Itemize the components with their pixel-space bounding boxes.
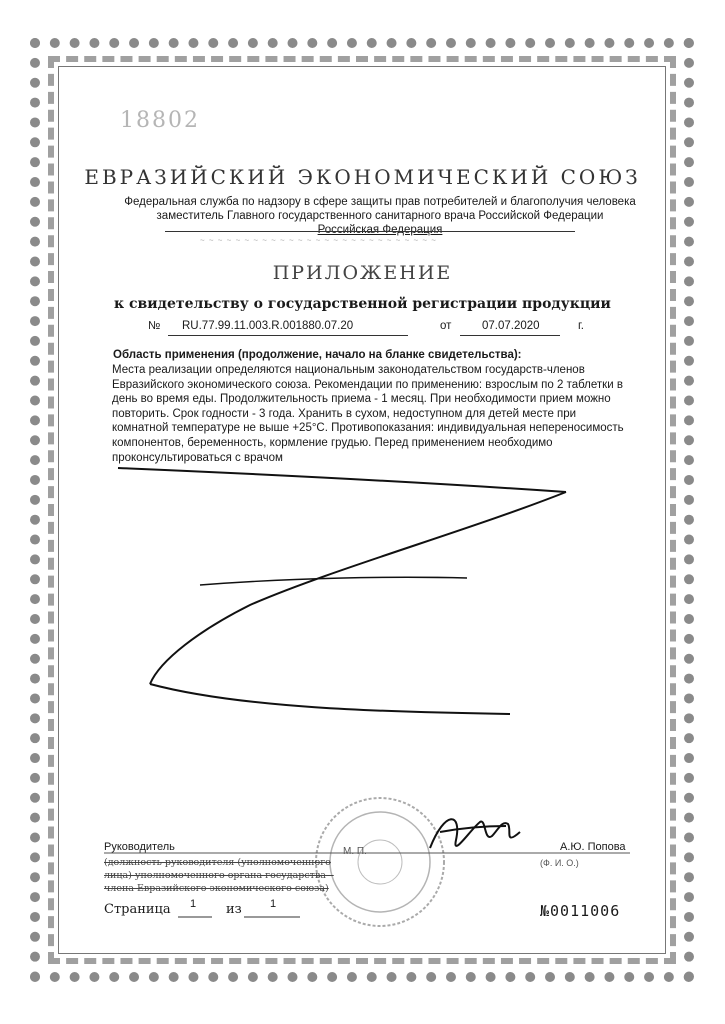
- stamp-number: 18802: [120, 108, 200, 133]
- official-seal-icon: [316, 798, 444, 926]
- page-current: 1: [190, 898, 197, 910]
- appendix-subtitle: к свидетельству о государственной регистрации продукции: [114, 296, 611, 312]
- registration-number: RU.77.99.11.003.R.001880.07.20: [182, 320, 354, 332]
- date-from-label: от: [440, 320, 452, 332]
- signature-scribble: [430, 819, 520, 848]
- scope-title: Область применения (продолжение, начало на бланке свидетельства):: [113, 349, 522, 361]
- faint-watermark-line: ~ ~ ~ ~ ~ ~ ~ ~ ~ ~ ~ ~ ~ ~ ~ ~ ~ ~ ~ ~ ~ ~ ~ ~ ~ ~ ~: [200, 236, 437, 245]
- fio-note: (Ф. И. О.): [540, 858, 579, 868]
- appendix-title: ПРИЛОЖЕНИЕ: [272, 262, 453, 284]
- year-suffix: г.: [578, 320, 584, 332]
- seal-label: М. П.: [343, 846, 367, 857]
- agency-line-1: Федеральная служба по надзору в сфере защиты прав потребителей и благополучия человека: [124, 196, 636, 208]
- role-note: [104, 856, 334, 895]
- signer-name: А.Ю. Попова: [560, 841, 626, 853]
- registration-date: 07.07.2020: [482, 320, 540, 332]
- role-note-line-3: члена Евразийского экономического союза): [104, 883, 329, 894]
- agency-line-3: Российская Федерация: [317, 224, 443, 236]
- page-total: 1: [270, 898, 277, 910]
- agency-line-2: заместитель Главного государственного санитарного врача Российской Федерации: [156, 210, 604, 222]
- union-title: ЕВРАЗИЙСКИЙ ЭКОНОМИЧЕСКИЙ СОЮЗ: [84, 165, 641, 189]
- page-label: Страница: [104, 902, 171, 917]
- of-label: из: [226, 902, 242, 917]
- serial-number: №0011006: [540, 902, 621, 920]
- z-cancellation-mark: [118, 468, 566, 714]
- role-note-line-1: (должность руководителя (уполномоченного: [104, 857, 331, 868]
- role-note-line-2: лица) уполномоченного органа государства –: [104, 870, 334, 881]
- number-label: №: [148, 320, 161, 332]
- scope-text: Места реализации определяются национальным законодательством государств-членов Евразийского экономического союза. Рекомендации по применению: взрослым по 2 таблетки в день во время еды. Продолжительность приема - 1 месяц. При необходимости прием можно повторить. Срок годности - 3 года. Хранить в сухом, недоступном для детей месте при комнатной температуре не выше +25°С. Противопоказания: индивидуальная непереносимость компонентов, беременность, кормление грудью. Перед применением необходимо проконсультироваться с врачом: [112, 364, 624, 464]
- role-label: Руководитель: [104, 841, 175, 853]
